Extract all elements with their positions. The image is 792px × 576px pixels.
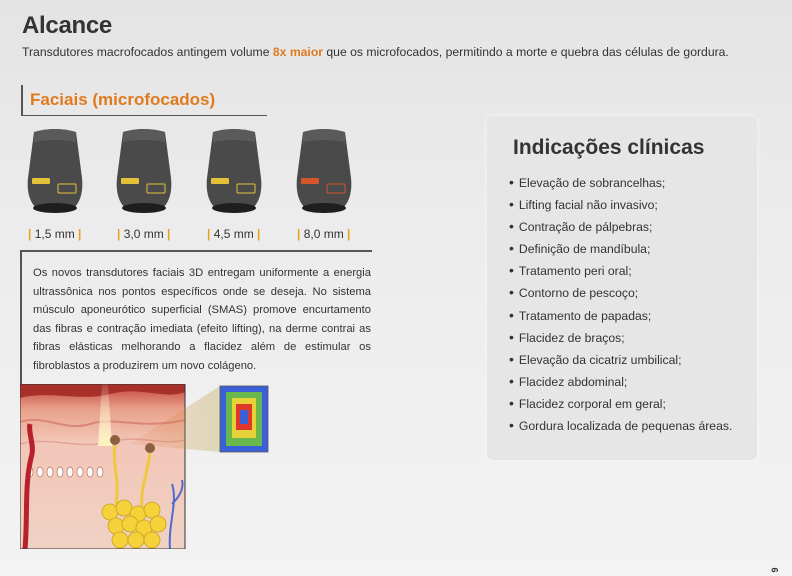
indication-text: Gordura localizada de pequenas áreas. bbox=[518, 419, 733, 434]
indication-text: Flacidez abdominal; bbox=[518, 374, 628, 389]
page-subtitle bbox=[22, 45, 729, 59]
indications-title: Indicações clínicas bbox=[513, 136, 705, 159]
transducer-label bbox=[28, 227, 81, 241]
transducer-label bbox=[297, 227, 350, 241]
label-bar: | bbox=[28, 227, 35, 241]
indication-text: Lifting facial não invasivo; bbox=[518, 198, 658, 213]
label-bar: | bbox=[74, 227, 82, 241]
label-bar: | bbox=[253, 227, 261, 241]
indication-item bbox=[509, 193, 732, 215]
bullet-icon: • bbox=[509, 284, 514, 301]
indication-item bbox=[509, 414, 732, 436]
bullet-icon: • bbox=[509, 262, 514, 279]
indication-text: Contração de pálpebras; bbox=[518, 220, 653, 235]
transducer-label bbox=[117, 227, 170, 241]
section-title: Faciais (microfocados) bbox=[30, 90, 216, 109]
indication-item bbox=[509, 237, 732, 259]
label-bar: | bbox=[163, 227, 171, 241]
subtitle-text-end: que os microfocados, permitindo a morte e quebra das células de gordura. bbox=[323, 45, 729, 59]
indication-text: Flacidez de braços; bbox=[518, 330, 625, 345]
indication-text: Tratamento de papadas; bbox=[518, 308, 652, 323]
label-bar: | bbox=[343, 227, 351, 241]
bullet-icon: • bbox=[509, 196, 514, 213]
indication-item bbox=[509, 326, 732, 348]
indications-list bbox=[509, 171, 732, 436]
transducer-size: 8,0 mm bbox=[303, 227, 344, 241]
bullet-icon: • bbox=[509, 328, 514, 345]
heatmap-inset bbox=[220, 386, 268, 452]
transducer-size: 4,5 mm bbox=[213, 227, 254, 241]
section-divider bbox=[20, 250, 372, 252]
bullet-icon: • bbox=[509, 394, 514, 411]
indication-item bbox=[509, 215, 732, 237]
indication-item bbox=[509, 259, 732, 281]
skin-cross-section-illustration bbox=[20, 384, 270, 549]
indication-text: Definição de mandíbula; bbox=[518, 242, 651, 257]
bullet-icon: • bbox=[509, 350, 514, 367]
bullet-icon: • bbox=[509, 417, 514, 434]
clinical-indications-card bbox=[487, 116, 757, 460]
indication-text: Flacidez corporal em geral; bbox=[518, 396, 666, 411]
bullet-icon: • bbox=[509, 174, 514, 190]
transducer-image bbox=[24, 128, 86, 214]
page-number: 6 bbox=[769, 567, 780, 573]
label-bar: | bbox=[297, 227, 304, 241]
transducer-image bbox=[113, 128, 175, 214]
transducer-image bbox=[203, 128, 265, 214]
indication-text: Tratamento peri oral; bbox=[518, 264, 632, 279]
label-bar: | bbox=[117, 227, 124, 241]
bullet-icon: • bbox=[509, 306, 514, 323]
transducer-size: 3,0 mm bbox=[123, 227, 164, 241]
indication-item bbox=[509, 304, 732, 326]
indication-item bbox=[509, 392, 732, 414]
bullet-icon: • bbox=[509, 218, 514, 235]
transducer-label bbox=[207, 227, 260, 241]
subtitle-text-start: Transdutores macrofocados antingem volume bbox=[22, 45, 273, 59]
page-title: Alcance bbox=[22, 12, 112, 39]
transducer-image bbox=[293, 128, 355, 214]
description-text: Os novos transdutores faciais 3D entregam uniformente a energia ultrassônica nos pontos específicos onde se deseja. No sistema músculo aponeurótico superficial (SMAS) promove encurtamento das fibras e contração imediata (efeito lifting), na derme contrai as fibras elásticas melhorando a flacidez além de estimular os fibroblastos a produzirem um novo colágeno. bbox=[33, 267, 371, 372]
section-heading bbox=[21, 85, 267, 116]
bullet-icon: • bbox=[509, 372, 514, 389]
label-bar: | bbox=[207, 227, 214, 241]
indication-item bbox=[509, 370, 732, 392]
subtitle-highlight: 8x maior bbox=[272, 45, 324, 59]
bullet-icon: • bbox=[509, 240, 514, 257]
indication-item bbox=[509, 171, 732, 193]
indication-text: Elevação de sobrancelhas; bbox=[518, 176, 666, 190]
description-border bbox=[20, 250, 22, 385]
indication-item bbox=[509, 281, 732, 303]
transducer-size: 1,5 mm bbox=[34, 227, 75, 241]
indication-text: Elevação da cicatriz umbilical; bbox=[518, 352, 682, 367]
indication-item bbox=[509, 348, 732, 370]
indication-text: Contorno de pescoço; bbox=[518, 286, 639, 301]
